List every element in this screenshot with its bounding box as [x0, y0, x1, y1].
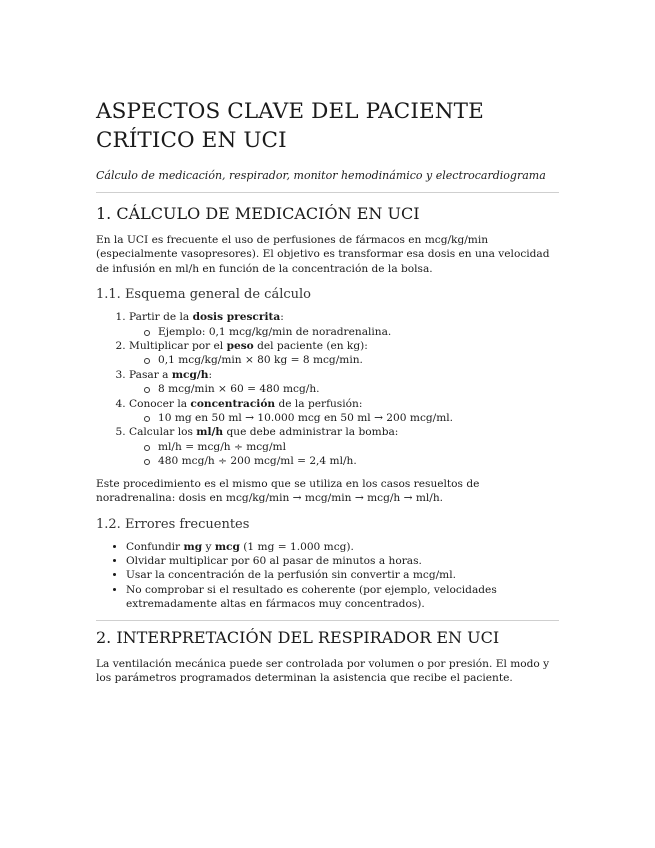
step-text: Partir de la: [129, 311, 193, 324]
section-medication: [96, 203, 559, 612]
step-item: [129, 368, 559, 397]
step-keyword: ml/h: [196, 426, 224, 439]
step-text: Conocer la: [129, 397, 191, 410]
error-item: • Usar la concentración de la perfusión sin convertir a mcg/ml.: [126, 568, 559, 582]
section-intro: La ventilación mecánica puede ser controlada por volumen o por presión. El modo y los parámetros programados determinan la asistencia que recibe el paciente.: [96, 657, 550, 684]
step-text: del paciente (en kg):: [253, 340, 368, 353]
step-item: [129, 425, 559, 468]
step-details: [129, 382, 559, 396]
step-item: [129, 397, 559, 426]
common-errors-list: [96, 540, 559, 612]
subsection-heading: 1.2. Errores frecuentes: [96, 516, 250, 532]
step-keyword: peso: [226, 340, 254, 353]
step-text: Calcular los: [129, 426, 197, 439]
error-text: (1 mg = 1.000 mcg).: [239, 540, 354, 553]
step-text: :: [280, 311, 284, 324]
step-text: de la perfusión:: [275, 397, 363, 410]
step-detail: 8 mcg/min × 60 = 480 mcg/h.: [158, 382, 559, 396]
error-item: • Olvidar multiplicar por 60 al pasar de minutos a horas.: [126, 554, 559, 568]
step-details: [129, 411, 559, 425]
section-ventilator: [96, 620, 559, 686]
error-item: [126, 540, 559, 554]
step-keyword: dosis prescrita: [192, 311, 281, 324]
divider: [96, 192, 559, 193]
error-text: y: [202, 540, 215, 553]
document-title: ASPECTOS CLAVE DEL PACIENTE CRÍTICO EN UCI: [96, 99, 484, 153]
error-keyword: mcg: [214, 540, 240, 553]
step-text: :: [208, 368, 213, 381]
step-text: que debe administrar la bomba:: [223, 426, 399, 439]
calculation-steps: [96, 310, 559, 468]
step-item: [129, 310, 559, 339]
subsection-heading: 1.1. Esquema general de cálculo: [96, 287, 312, 303]
step-detail: 10 mg en 50 ml → 10.000 mcg en 50 ml → 200 mcg/ml.: [158, 411, 559, 425]
step-details: [129, 440, 559, 469]
step-detail: 0,1 mcg/kg/min × 80 kg = 8 mcg/min.: [158, 353, 559, 367]
step-text: Pasar a: [129, 368, 172, 381]
step-detail: 480 mcg/h ÷ 200 mcg/ml = 2,4 ml/h.: [158, 454, 559, 468]
step-detail: ml/h = mcg/h ÷ mcg/ml: [158, 440, 559, 454]
step-details: [129, 353, 559, 367]
section-intro: En la UCI es frecuente el uso de perfusiones de fármacos en mcg/kg/min (especialmente vasopresores). El objetivo es transformar esa dosis en una velocidad de infusión en ml/h en función de la concentración de la bolsa.: [96, 234, 550, 275]
section-heading: 1. CÁLCULO DE MEDICACIÓN EN UCI: [96, 204, 420, 223]
step-detail: Ejemplo: 0,1 mcg/kg/min de noradrenalina.: [158, 325, 559, 339]
step-keyword: concentración: [190, 397, 276, 410]
error-text: Confundir: [126, 540, 184, 553]
divider: [96, 620, 559, 621]
step-text: Multiplicar por el: [129, 340, 227, 353]
step-item: [129, 339, 559, 368]
document-subtitle: Cálculo de medicación, respirador, monitor hemodinámico y electrocardiograma: [96, 169, 546, 182]
step-details: [129, 325, 559, 339]
step-keyword: mcg/h: [171, 368, 209, 381]
section-heading: 2. INTERPRETACIÓN DEL RESPIRADOR EN UCI: [96, 627, 500, 647]
error-keyword: mg: [183, 540, 203, 553]
closing-paragraph: Este procedimiento es el mismo que se utiliza en los casos resueltos de noradrenalina: dosis en mcg/kg/min → mcg/min → mcg/h → ml/h.: [96, 477, 480, 505]
error-item: • No comprobar si el resultado es coherente (por ejemplo, velocidades extremadamente altas en fármacos muy concentrados).: [126, 583, 559, 612]
